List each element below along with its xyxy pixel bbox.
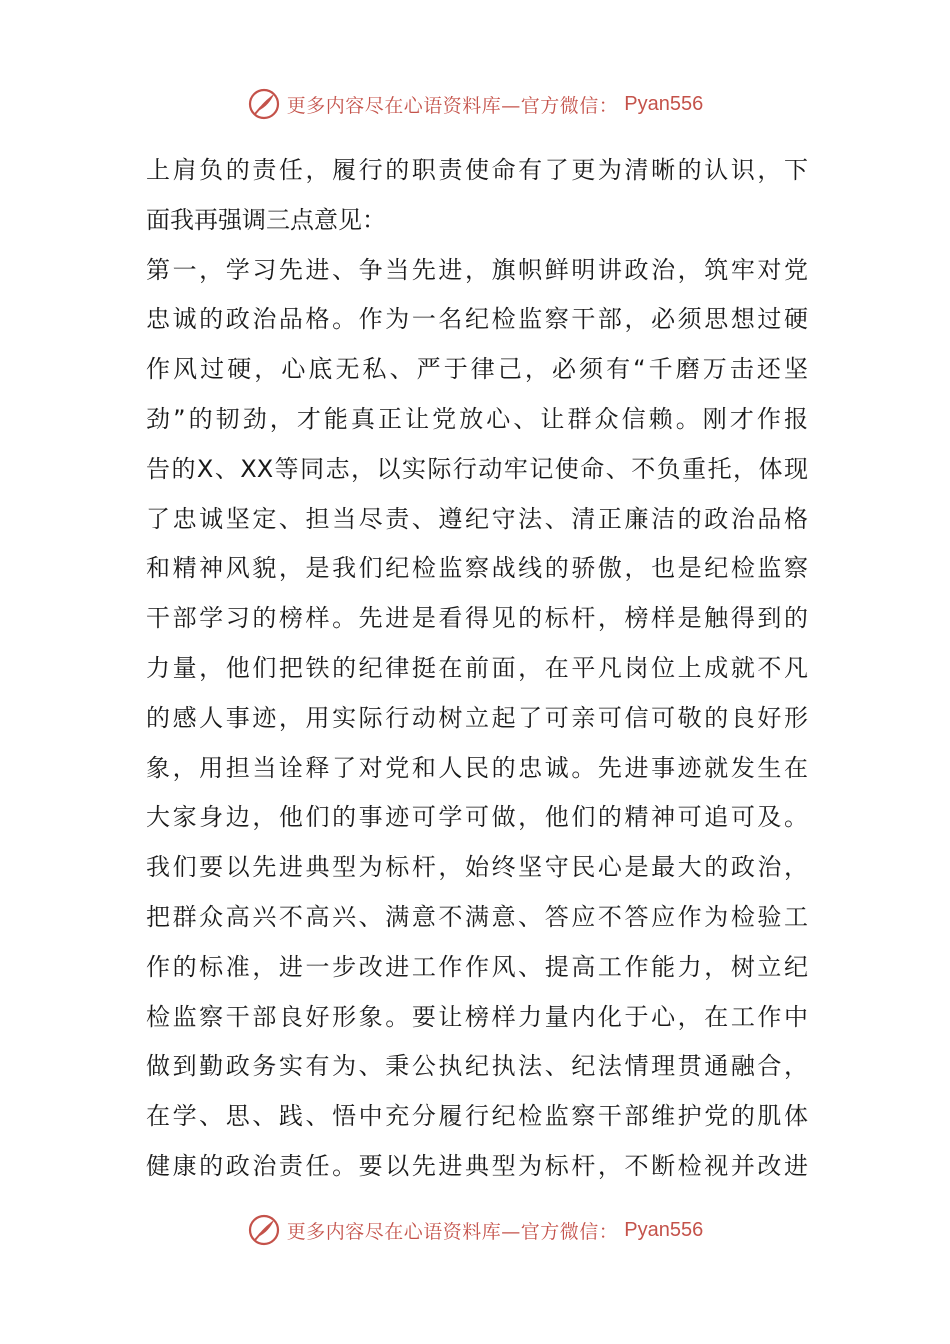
feather-logo-icon (247, 87, 281, 121)
watermark-wechat-id: Pyan556 (624, 92, 704, 115)
text-line: 检监察干部良好形象。要让榜样力量内化于心，在工作中 (146, 1002, 808, 1031)
text-line: 的感人事迹，用实际行动树立起了可亲可信可敬的良好形 (146, 703, 808, 732)
watermark-wechat-id: Pyan556 (624, 1218, 704, 1241)
text-line: 象，用担当诠释了对党和人民的忠诚。先进事迹就发生在 (146, 753, 808, 782)
text-line: 在学、思、践、悟中充分履行纪检监察干部维护党的肌体 (146, 1102, 808, 1131)
watermark-text: 更多内容尽在心语资料库—官方微信： (286, 94, 619, 117)
text-line: 作的标准，进一步改进工作作风、提高工作能力，树立纪 (146, 952, 808, 981)
text-line: 了忠诚坚定、担当尽责、遵纪守法、清正廉洁的政治品格 (146, 504, 808, 533)
text-line: 力量，他们把铁的纪律挺在前面，在平凡岗位上成就不凡 (146, 653, 808, 682)
watermark-text: 更多内容尽在心语资料库—官方微信： (286, 1220, 619, 1243)
text-line: 告的X、XX等同志，以实际行动牢记使命、不负重托，体现 (146, 454, 808, 483)
header-watermark (0, 84, 950, 124)
text-line: 第一，学习先进、争当先进，旗帜鲜明讲政治，筑牢对党 (146, 255, 808, 284)
text-line: 劲”的韧劲，才能真正让党放心、让群众信赖。刚才作报 (146, 404, 808, 433)
text-line: 大家身边，他们的事迹可学可做，他们的精神可追可及。 (146, 803, 808, 832)
footer-watermark (0, 1210, 950, 1250)
text-line: 面我再强调三点意见： (146, 205, 386, 234)
text-line: 做到勤政务实有为、秉公执纪执法、纪法情理贯通融合， (146, 1052, 808, 1081)
document-body (146, 146, 808, 1192)
text-line: 健康的政治责任。要以先进典型为标杆，不断检视并改进 (146, 1151, 808, 1180)
text-line: 作风过硬，心底无私、严于律己，必须有“千磨万击还坚 (146, 355, 808, 384)
feather-logo-icon (247, 1213, 281, 1247)
text-line: 我们要以先进典型为标杆，始终坚守民心是最大的政治， (146, 853, 808, 882)
text-line: 干部学习的榜样。先进是看得见的标杆，榜样是触得到的 (146, 604, 808, 633)
text-line: 和精神风貌，是我们纪检监察战线的骄傲，也是纪检监察 (146, 554, 808, 583)
text-line: 忠诚的政治品格。作为一名纪检监察干部，必须思想过硬 (146, 305, 808, 334)
text-line: 把群众高兴不高兴、满意不满意、答应不答应作为检验工 (146, 902, 808, 931)
text-line: 上肩负的责任，履行的职责使命有了更为清晰的认识，下 (146, 156, 808, 184)
